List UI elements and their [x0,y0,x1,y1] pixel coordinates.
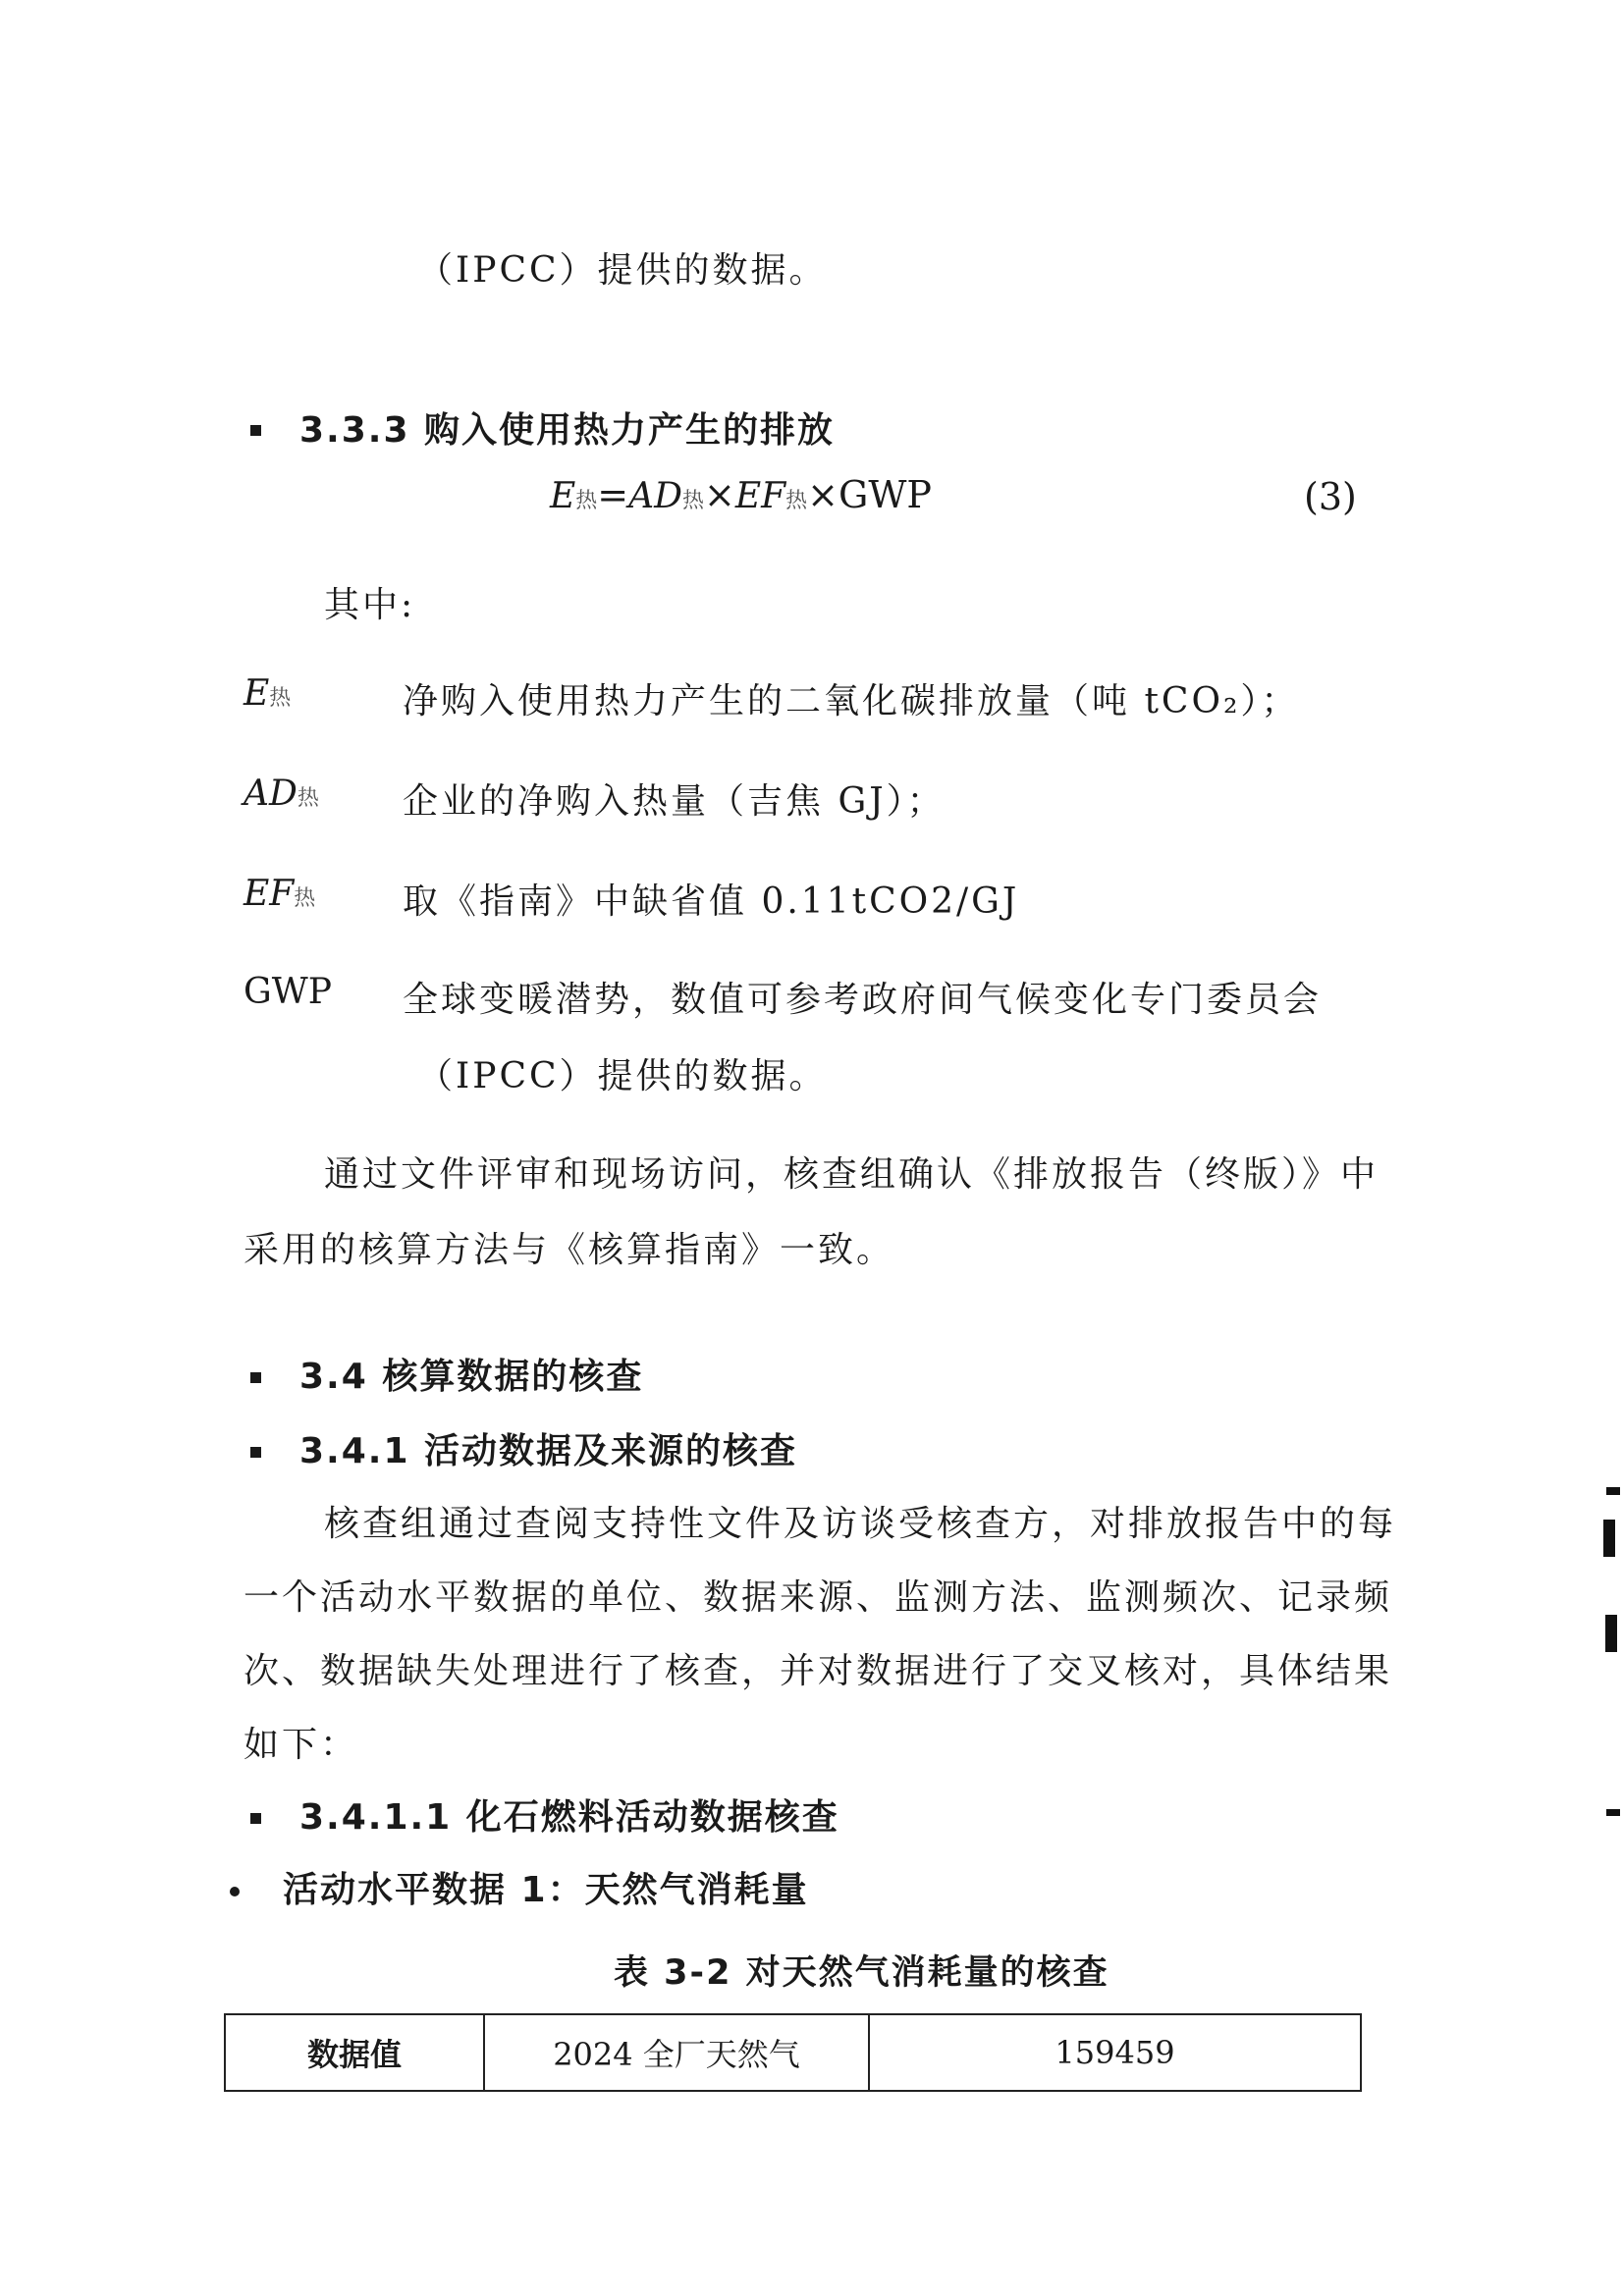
continuation-line: （IPCC）提供的数据。 [417,250,828,291]
definition-text-gwp: 全球变暖潜势，数值可参考政府间气候变化专门委员会 [403,980,1323,1020]
table-caption: 表 3-2 对天然气消耗量的核查 [614,1953,1109,1993]
paragraph-line: 一个活动水平数据的单位、数据来源、监测方法、监测频次、记录频 [243,1577,1393,1618]
formula: E热=AD热×EF热×GWP [550,473,932,516]
definition-text-ad: 企业的净购入热量（吉焦 GJ）； [403,781,946,822]
heading-bullet-square [250,1372,261,1383]
scan-edge-mark [1606,1487,1620,1495]
paragraph-line: 采用的核算方法与《核算指南》一致。 [243,1230,895,1270]
definition-symbol-ad: AD热 [243,774,319,814]
paragraph-line: 如下： [243,1725,359,1765]
formula-number: (3) [1304,475,1357,518]
paragraph-line: 通过文件评审和现场访问，核查组确认《排放报告（终版）》中 [324,1154,1380,1195]
paragraph-line: 次、数据缺失处理进行了核查，并对数据进行了交叉核对，具体结果 [243,1651,1393,1691]
heading-bullet-square [250,1447,261,1458]
heading-bullet-square [250,425,261,436]
table-cell-description: 2024 全厂天然气 [484,2014,869,2091]
section-title: 购入使用热力产生的排放 [424,410,836,451]
bullet-item: 活动水平数据 1：天然气消耗量 [283,1870,809,1910]
scan-edge-mark [1606,1809,1620,1816]
definition-text-ef: 取《指南》中缺省值 0.11tCO2/GJ [403,881,1020,922]
section-heading-3-4: 3.4 核算数据的核查 [299,1357,644,1397]
verification-table [224,2013,1362,2092]
section-number: 3.3.3 [299,410,410,451]
definition-continuation-gwp: （IPCC）提供的数据。 [417,1056,828,1096]
definition-symbol-e: E热 [243,673,292,714]
definition-symbol-ef: EF热 [243,874,316,914]
section-heading-3-3-3 [299,402,835,453]
table-row [225,2014,1361,2091]
section-heading-3-4-1: 3.4.1 活动数据及来源的核查 [299,1431,798,1471]
bullet-dot [230,1887,240,1896]
table-cell-value: 159459 [869,2014,1361,2091]
section-heading-3-4-1-1: 3.4.1.1 化石燃料活动数据核查 [299,1797,839,1838]
definition-symbol-gwp: GWP [243,972,332,1012]
paragraph-line: 核查组通过查阅支持性文件及访谈受核查方，对排放报告中的每 [324,1504,1397,1544]
where-label: 其中: [324,585,416,625]
scan-edge-mark [1605,1615,1617,1652]
scan-edge-mark [1603,1520,1615,1557]
heading-bullet-square [250,1813,261,1824]
definition-text-e: 净购入使用热力产生的二氧化碳排放量（吨 tCO₂）； [403,681,1300,721]
table-cell-label: 数据值 [225,2014,484,2091]
